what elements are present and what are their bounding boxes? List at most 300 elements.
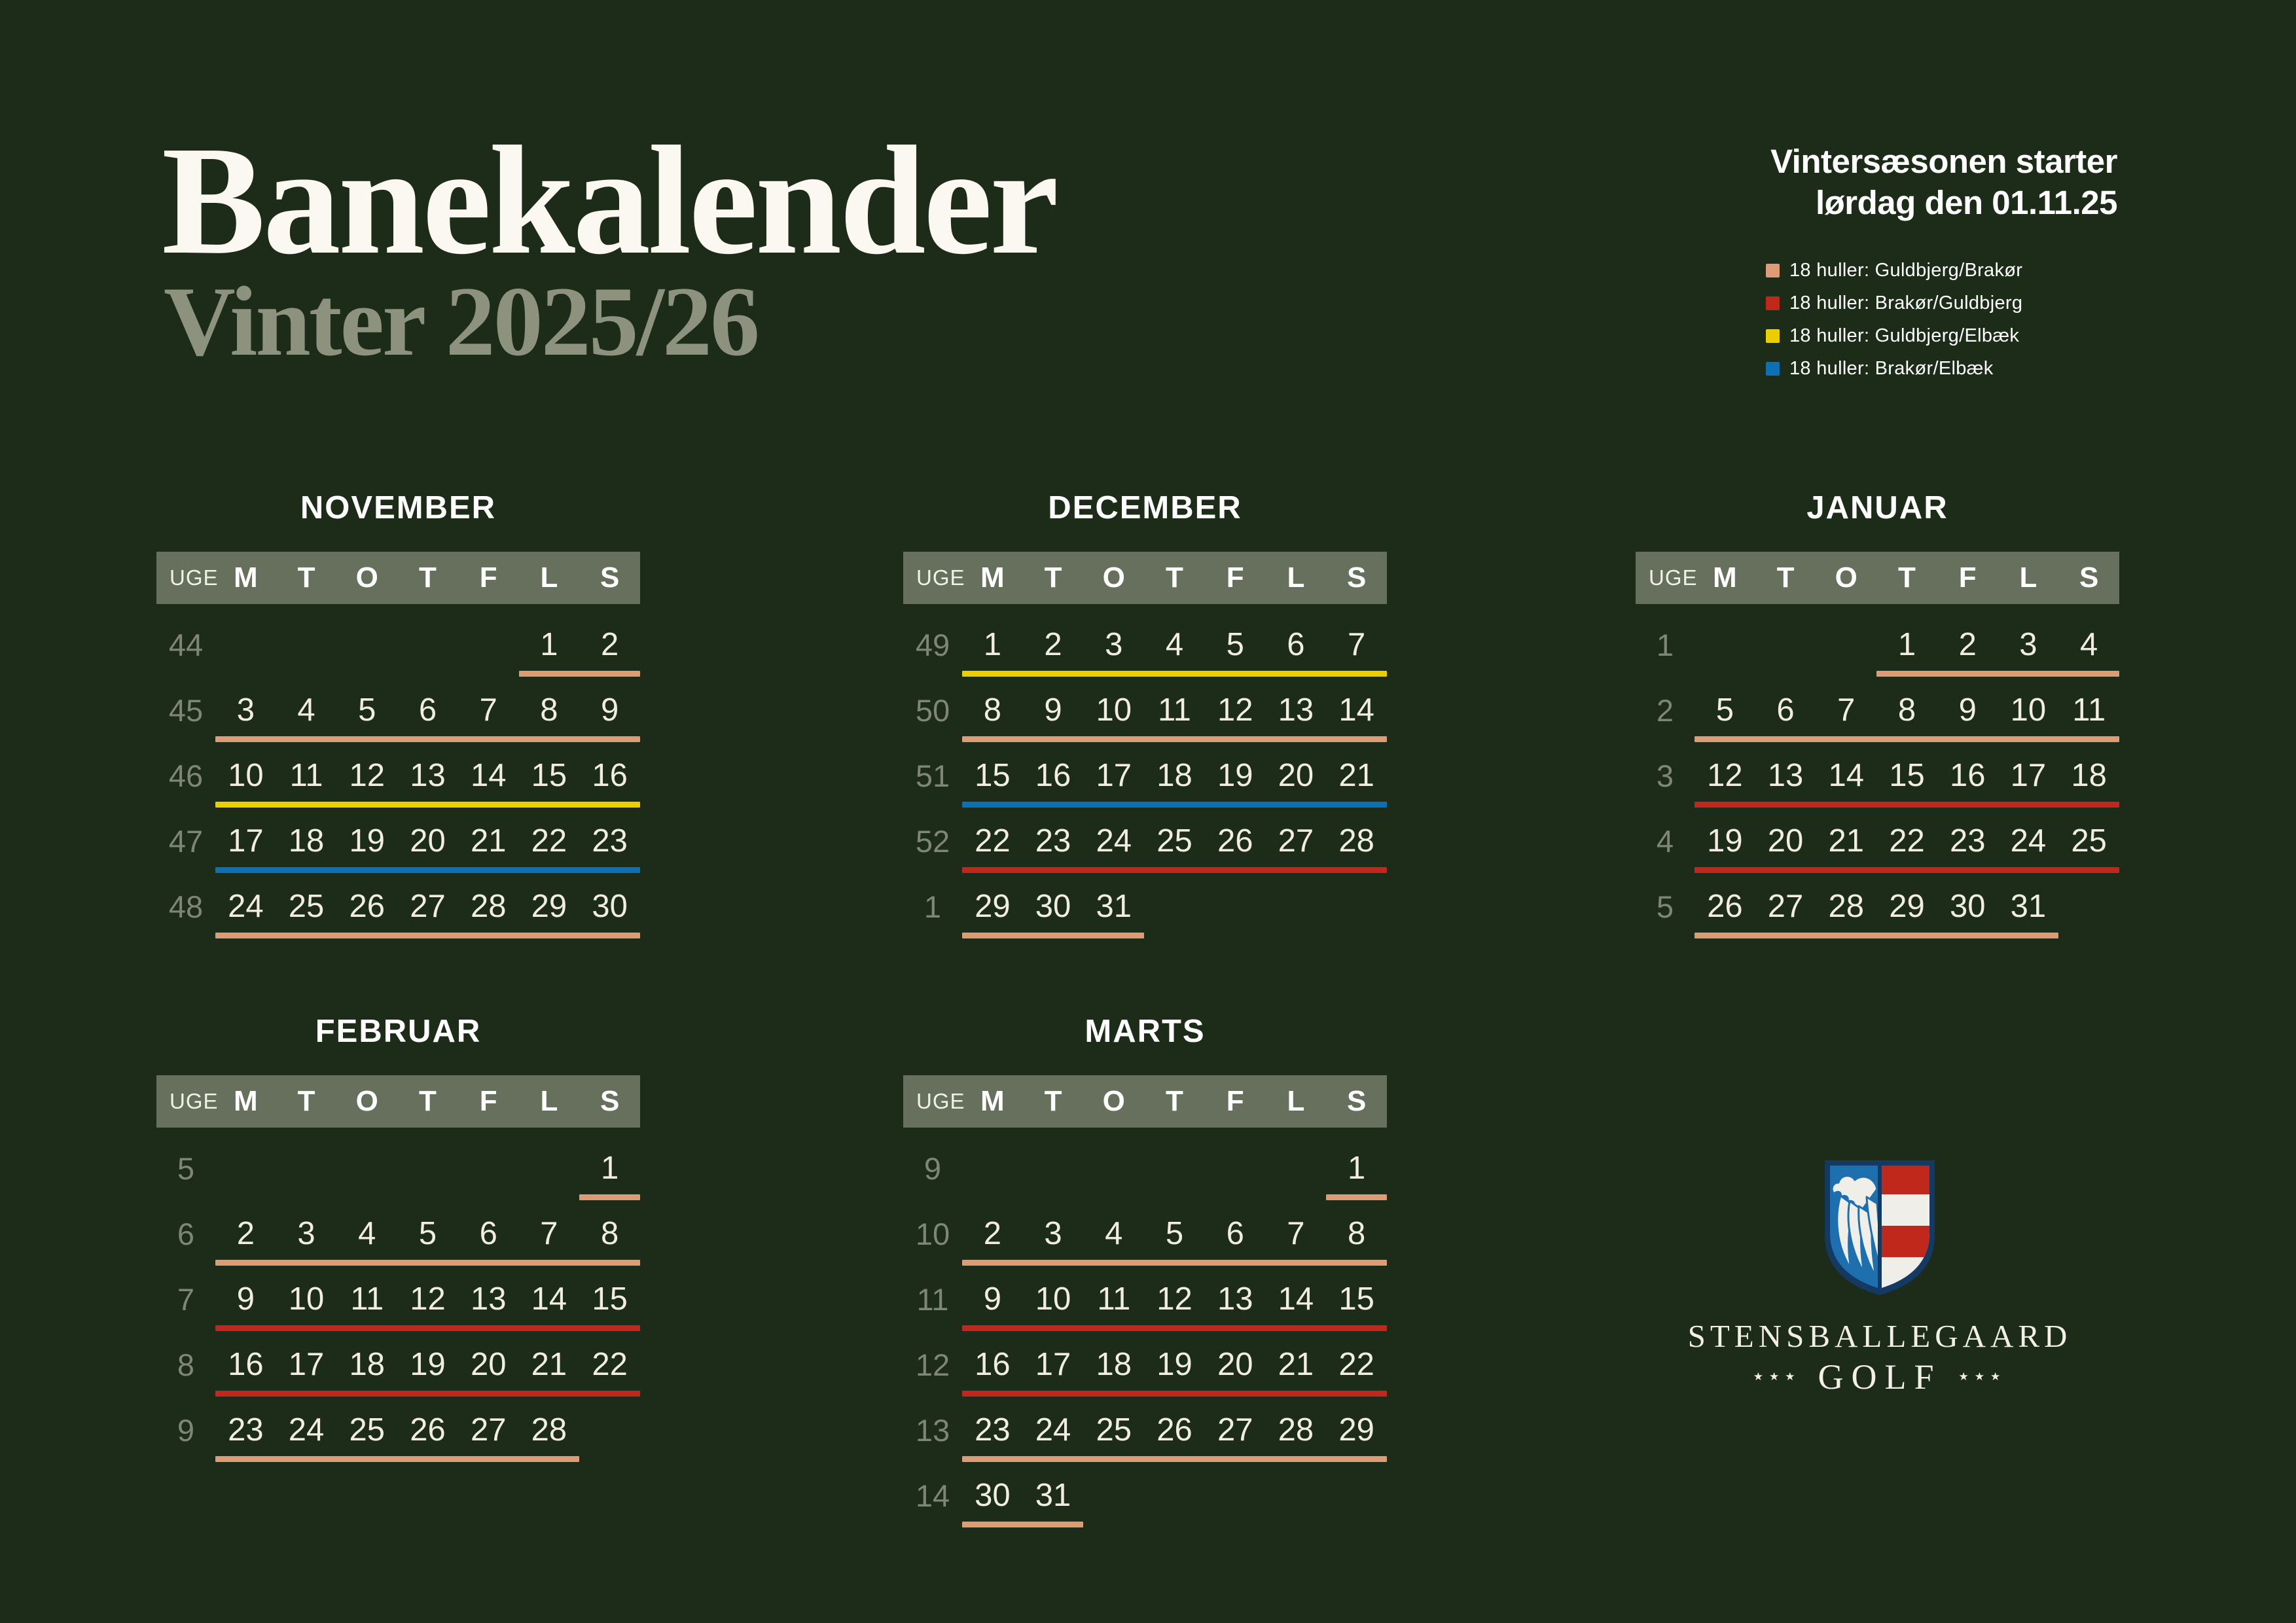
weekday-label: O (355, 562, 378, 594)
legend-label: 18 huller: Brakør/Guldbjerg (1789, 292, 2023, 313)
day-cell: 8 (601, 1216, 619, 1251)
weekday-header-row (1636, 552, 2119, 604)
day-cell: 13 (1767, 758, 1804, 793)
day-cell: 22 (592, 1347, 628, 1382)
day-cell: 6 (1776, 692, 1795, 728)
week-column-label: UGE (1649, 565, 1698, 590)
weekday-label: O (1102, 562, 1125, 594)
club-logo (1638, 1158, 2122, 1397)
weekday-label: F (1226, 1085, 1244, 1117)
day-cell: 18 (2071, 758, 2107, 793)
day-cell: 2 (601, 627, 619, 662)
day-cell: 19 (349, 823, 386, 859)
day-cell: 14 (531, 1281, 567, 1317)
week-number: 13 (915, 1412, 950, 1448)
week-number: 14 (915, 1478, 950, 1513)
month-title: JANUAR (1806, 490, 1948, 526)
legend-color-swatch-icon (1766, 362, 1780, 376)
month-title: MARTS (1085, 1014, 1206, 1049)
weekday-label: F (1958, 562, 1977, 594)
day-cell: 25 (1096, 1412, 1132, 1448)
day-cell: 16 (1035, 758, 1071, 793)
day-cell: 31 (1035, 1478, 1071, 1513)
day-cell: 11 (2072, 692, 2106, 728)
day-cell: 12 (349, 758, 386, 793)
day-cell: 5 (1165, 1216, 1184, 1251)
legend-item (1766, 294, 2022, 312)
day-cell: 31 (2010, 889, 2047, 924)
week-row (156, 1332, 640, 1397)
weekday-label: T (419, 562, 437, 594)
weekday-label: O (1835, 562, 1857, 594)
day-cell: 25 (2071, 823, 2107, 859)
day-cell: 26 (349, 889, 386, 924)
day-cell: 1 (1897, 627, 1916, 662)
stars-right-icon: ★★★ (1958, 1370, 2007, 1383)
day-cell: 24 (1035, 1412, 1071, 1448)
day-cell: 8 (1897, 692, 1916, 728)
weekday-label: M (234, 562, 258, 594)
week-row (156, 1397, 640, 1463)
day-cell: 29 (1338, 1412, 1374, 1448)
weekday-label: M (980, 1085, 1005, 1117)
day-cell: 24 (228, 889, 264, 924)
course-underline (962, 1391, 1387, 1397)
week-number: 48 (168, 889, 204, 924)
course-underline (962, 933, 1144, 938)
day-cell: 12 (410, 1281, 446, 1317)
legend-item (1766, 327, 2022, 345)
day-cell: 22 (1889, 823, 1925, 859)
day-cell: 2 (236, 1216, 255, 1251)
day-cell: 17 (228, 823, 264, 859)
day-cell: 23 (228, 1412, 264, 1448)
weekday-header-row (156, 1075, 640, 1128)
day-cell: 17 (2010, 758, 2047, 793)
weekday-label: T (1166, 1085, 1183, 1117)
day-cell: 30 (975, 1478, 1011, 1513)
day-cell: 8 (983, 692, 1001, 728)
week-number: 51 (915, 758, 950, 793)
week-column-label: UGE (916, 1089, 965, 1113)
day-cell: 24 (2010, 823, 2047, 859)
page-title: Banekalender (162, 115, 1056, 287)
week-number: 11 (916, 1281, 949, 1317)
course-underline (1876, 671, 2119, 677)
weekday-label: S (1346, 562, 1367, 594)
legend-item (1766, 261, 2022, 279)
day-cell: 6 (418, 692, 437, 728)
week-number: 50 (915, 692, 950, 728)
day-cell: 29 (975, 889, 1011, 924)
day-cell: 13 (1278, 692, 1314, 728)
week-row (903, 743, 1387, 808)
week-row (903, 1266, 1387, 1332)
day-cell: 27 (1767, 889, 1804, 924)
weekday-label: T (1166, 562, 1183, 594)
day-cell: 31 (1096, 889, 1132, 924)
week-number: 7 (177, 1281, 195, 1317)
day-cell: 1 (983, 627, 1001, 662)
day-cell: 26 (410, 1412, 446, 1448)
day-cell: 8 (540, 692, 558, 728)
day-cell: 19 (1157, 1347, 1193, 1382)
season-start-note-line2: lørdag den 01.11.25 (1815, 184, 2117, 221)
day-cell: 12 (1217, 692, 1253, 728)
day-cell: 25 (288, 889, 325, 924)
day-cell: 26 (1217, 823, 1253, 859)
weekday-label: S (600, 1085, 620, 1117)
club-logo-shield-icon (1822, 1158, 1937, 1296)
club-name-golf: GOLF (1818, 1357, 1942, 1397)
month-december (903, 488, 1387, 939)
day-cell: 27 (410, 889, 446, 924)
week-number: 5 (1656, 889, 1674, 924)
week-number: 47 (168, 823, 204, 859)
day-cell: 15 (531, 758, 567, 793)
day-cell: 7 (1348, 627, 1366, 662)
week-number: 4 (1656, 823, 1674, 859)
week-number: 1 (924, 889, 942, 924)
day-cell: 24 (1096, 823, 1132, 859)
day-cell: 2 (1958, 627, 1977, 662)
day-cell: 4 (1165, 627, 1184, 662)
day-cell: 22 (531, 823, 567, 859)
day-cell: 30 (1035, 889, 1071, 924)
day-cell: 18 (288, 823, 325, 859)
weekday-label: T (297, 1085, 315, 1117)
day-cell: 15 (1889, 758, 1925, 793)
stars-left-icon: ★★★ (1753, 1370, 1801, 1383)
day-cell: 7 (540, 1216, 558, 1251)
course-underline (215, 802, 640, 808)
course-underline (215, 1325, 640, 1331)
season-start-note (1770, 141, 2117, 223)
day-cell: 7 (479, 692, 497, 728)
course-underline (215, 1391, 640, 1397)
week-number: 6 (177, 1216, 195, 1251)
day-cell: 1 (540, 627, 558, 662)
course-underline (962, 671, 1387, 677)
day-cell: 14 (470, 758, 507, 793)
day-cell: 22 (975, 823, 1011, 859)
day-cell: 4 (358, 1216, 376, 1251)
day-cell: 4 (297, 692, 315, 728)
day-cell: 10 (2010, 692, 2047, 728)
day-cell: 26 (1157, 1412, 1193, 1448)
weekday-label: F (479, 1085, 497, 1117)
day-cell: 23 (592, 823, 628, 859)
day-cell: 9 (236, 1281, 255, 1317)
course-underline (1695, 802, 2119, 808)
legend-label: 18 huller: Guldbjerg/Elbæk (1789, 325, 2020, 346)
day-cell: 27 (1217, 1412, 1253, 1448)
weekday-label: L (540, 562, 558, 594)
week-row (903, 874, 1387, 939)
day-cell: 10 (288, 1281, 325, 1317)
weekday-header-row (156, 552, 640, 604)
day-cell: 5 (358, 692, 376, 728)
day-cell: 18 (349, 1347, 386, 1382)
week-row (1636, 808, 2119, 874)
day-cell: 16 (975, 1347, 1011, 1382)
day-cell: 11 (1097, 1281, 1131, 1317)
day-cell: 5 (1715, 692, 1734, 728)
month-title: DECEMBER (1048, 490, 1242, 526)
day-cell: 4 (2080, 627, 2098, 662)
day-cell: 15 (592, 1281, 628, 1317)
day-cell: 9 (1044, 692, 1062, 728)
day-cell: 20 (470, 1347, 507, 1382)
day-cell: 10 (228, 758, 264, 793)
course-underline (962, 1522, 1083, 1527)
day-cell: 3 (2019, 627, 2037, 662)
day-cell: 19 (1217, 758, 1253, 793)
page-subtitle: Vinter 2025/26 (164, 266, 758, 376)
day-cell: 28 (531, 1412, 567, 1448)
course-underline (1695, 933, 2058, 938)
day-cell: 23 (975, 1412, 1011, 1448)
day-cell: 29 (531, 889, 567, 924)
week-number: 12 (915, 1347, 950, 1382)
weekday-label: M (980, 562, 1005, 594)
course-underline (962, 1456, 1387, 1462)
day-cell: 14 (1828, 758, 1865, 793)
week-row (1636, 612, 2119, 677)
week-number: 52 (915, 823, 950, 859)
day-cell: 20 (1278, 758, 1314, 793)
day-cell: 10 (1096, 692, 1132, 728)
day-cell: 4 (1105, 1216, 1123, 1251)
weekday-label: S (2079, 562, 2099, 594)
week-number: 9 (177, 1412, 195, 1448)
week-row (156, 677, 640, 743)
week-row (903, 1332, 1387, 1397)
day-cell: 2 (983, 1216, 1001, 1251)
day-cell: 20 (410, 823, 446, 859)
shield-stripe-top (1880, 1166, 1929, 1194)
day-cell: 25 (1157, 823, 1193, 859)
shield-stripe-bottom (1880, 1226, 1929, 1257)
course-underline (215, 736, 640, 742)
week-number: 5 (177, 1150, 195, 1186)
day-cell: 1 (601, 1150, 619, 1186)
month-title: FEBRUAR (315, 1014, 482, 1049)
course-underline (215, 867, 640, 873)
day-cell: 13 (1217, 1281, 1253, 1317)
course-underline (962, 1325, 1387, 1331)
week-number: 10 (915, 1216, 950, 1251)
day-cell: 19 (1707, 823, 1743, 859)
weekday-header-row (903, 552, 1387, 604)
week-row (903, 1201, 1387, 1266)
course-underline (1695, 736, 2119, 742)
day-cell: 2 (1044, 627, 1062, 662)
weekday-label: T (1044, 562, 1062, 594)
day-cell: 18 (1157, 758, 1193, 793)
weekday-label: M (234, 1085, 258, 1117)
day-cell: 27 (470, 1412, 507, 1448)
course-underline (962, 802, 1387, 808)
day-cell: 22 (1338, 1347, 1374, 1382)
week-row (1636, 677, 2119, 743)
day-cell: 28 (470, 889, 507, 924)
day-cell: 13 (470, 1281, 507, 1317)
day-cell: 20 (1767, 823, 1804, 859)
course-underline (1695, 867, 2119, 873)
week-column-label: UGE (170, 1089, 219, 1113)
week-column-label: UGE (916, 565, 965, 590)
legend-label: 18 huller: Brakør/Elbæk (1789, 357, 1994, 379)
week-row (1636, 874, 2119, 939)
week-row (156, 874, 640, 939)
day-cell: 24 (288, 1412, 325, 1448)
day-cell: 1 (1348, 1150, 1366, 1186)
weekday-label: T (419, 1085, 437, 1117)
club-name-subline (1638, 1357, 2122, 1397)
month-marts (903, 1011, 1387, 1528)
day-cell: 9 (1958, 692, 1977, 728)
weekday-label: S (600, 562, 620, 594)
day-cell: 21 (1278, 1347, 1314, 1382)
legend-color-swatch-icon (1766, 264, 1780, 277)
week-row (156, 612, 640, 677)
weekday-label: O (355, 1085, 378, 1117)
day-cell: 27 (1278, 823, 1314, 859)
day-cell: 6 (1287, 627, 1305, 662)
day-cell: 30 (592, 889, 628, 924)
day-cell: 11 (289, 758, 323, 793)
day-cell: 9 (983, 1281, 1001, 1317)
day-cell: 29 (1889, 889, 1925, 924)
day-cell: 5 (1226, 627, 1244, 662)
course-underline (519, 671, 640, 677)
legend-item (1766, 359, 2022, 378)
day-cell: 14 (1338, 692, 1374, 728)
week-row (903, 677, 1387, 743)
week-number: 46 (168, 758, 204, 793)
day-cell: 23 (1949, 823, 1986, 859)
day-cell: 9 (601, 692, 619, 728)
weekday-label: S (1346, 1085, 1367, 1117)
day-cell: 17 (1035, 1347, 1071, 1382)
weekday-label: T (1044, 1085, 1062, 1117)
weekday-label: T (297, 562, 315, 594)
week-number: 49 (915, 627, 950, 662)
month-februar (156, 1011, 640, 1463)
day-cell: 28 (1828, 889, 1865, 924)
month-november (156, 488, 640, 939)
legend-color-swatch-icon (1766, 329, 1780, 343)
weekday-label: L (540, 1085, 558, 1117)
weekday-label: T (1898, 562, 1916, 594)
legend-color-swatch-icon (1766, 296, 1780, 310)
week-number: 3 (1656, 758, 1674, 793)
day-cell: 3 (1105, 627, 1123, 662)
day-cell: 16 (592, 758, 628, 793)
weekday-label: F (1226, 562, 1244, 594)
week-column-label: UGE (170, 565, 219, 590)
course-underline (1326, 1194, 1387, 1200)
day-cell: 10 (1035, 1281, 1071, 1317)
week-row (156, 808, 640, 874)
day-cell: 20 (1217, 1347, 1253, 1382)
week-row (903, 1463, 1387, 1528)
day-cell: 28 (1278, 1412, 1314, 1448)
day-cell: 3 (1044, 1216, 1062, 1251)
week-row (1636, 743, 2119, 808)
day-cell: 7 (1287, 1216, 1305, 1251)
week-number: 1 (1656, 627, 1674, 662)
weekday-label: M (1713, 562, 1737, 594)
week-row (156, 1266, 640, 1332)
season-start-note-line1: Vintersæsonen starter (1770, 143, 2117, 180)
day-cell: 5 (418, 1216, 437, 1251)
day-cell: 11 (350, 1281, 384, 1317)
day-cell: 12 (1157, 1281, 1193, 1317)
week-row (903, 612, 1387, 677)
week-row (156, 1201, 640, 1266)
day-cell: 18 (1096, 1347, 1132, 1382)
day-cell: 14 (1278, 1281, 1314, 1317)
weekday-label: O (1102, 1085, 1125, 1117)
week-row (903, 1135, 1387, 1201)
course-underline (215, 933, 640, 938)
day-cell: 21 (1828, 823, 1865, 859)
weekday-header-row (903, 1075, 1387, 1128)
day-cell: 19 (410, 1347, 446, 1382)
course-underline (215, 1456, 579, 1462)
course-underline (962, 736, 1387, 742)
day-cell: 7 (1837, 692, 1856, 728)
course-underline (962, 1260, 1387, 1266)
day-cell: 21 (1338, 758, 1374, 793)
day-cell: 6 (1226, 1216, 1244, 1251)
day-cell: 3 (236, 692, 255, 728)
day-cell: 16 (1949, 758, 1986, 793)
week-row (156, 1135, 640, 1201)
day-cell: 15 (1338, 1281, 1374, 1317)
day-cell: 28 (1338, 823, 1374, 859)
month-title: NOVEMBER (300, 490, 497, 526)
day-cell: 13 (410, 758, 446, 793)
week-number: 8 (177, 1347, 195, 1382)
course-underline (962, 867, 1387, 873)
day-cell: 30 (1949, 889, 1986, 924)
course-underline (215, 1260, 640, 1266)
club-name: STENSBALLEGAARD (1687, 1318, 2072, 1354)
day-cell: 16 (228, 1347, 264, 1382)
week-number: 45 (168, 692, 204, 728)
day-cell: 3 (297, 1216, 315, 1251)
day-cell: 12 (1707, 758, 1743, 793)
day-cell: 15 (975, 758, 1011, 793)
weekday-label: L (2019, 562, 2037, 594)
weekday-label: F (479, 562, 497, 594)
week-row (156, 743, 640, 808)
day-cell: 25 (349, 1412, 386, 1448)
course-underline (579, 1194, 640, 1200)
week-row (903, 808, 1387, 874)
month-januar (1636, 488, 2119, 939)
day-cell: 21 (531, 1347, 567, 1382)
week-number: 9 (924, 1150, 942, 1186)
week-number: 2 (1656, 692, 1674, 728)
day-cell: 8 (1348, 1216, 1366, 1251)
day-cell: 21 (470, 823, 507, 859)
legend-label: 18 huller: Guldbjerg/Brakør (1789, 259, 2023, 281)
week-row (903, 1397, 1387, 1463)
